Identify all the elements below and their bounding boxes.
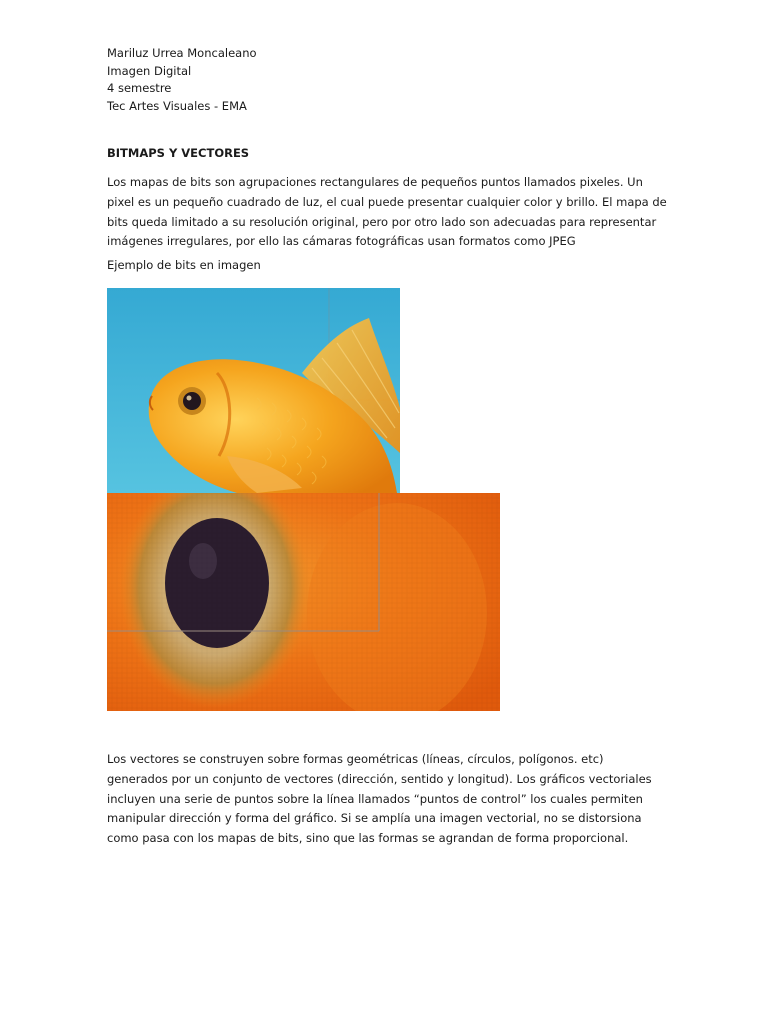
semester: 4 semestre <box>107 81 172 95</box>
goldfish-image <box>107 288 400 493</box>
document-header <box>107 45 257 115</box>
paragraph-vectors: Los vectores se construyen sobre formas geométricas (líneas, círculos, polígonos. etc) generados por un conjunto de vectores (dirección, sentido y longitud). Los gráficos vectoriales incluyen una serie de puntos sobre la línea llamados “puntos de control” los cuales permiten manipular dirección y forma del gráfico. Si se amplía una imagen vectorial, no se distorsiona como pasa con los mapas de bits, sino que las formas se agrandan de forma proporcional. <box>107 752 652 846</box>
paragraph-bitmaps: Los mapas de bits son agrupaciones rectangulares de pequeños puntos llamados pixeles. Un pixel es un pequeño cuadrado de luz, el cual puede presentar cualquier color y brillo. El mapa de bits queda limitado a su resolución original, pero por otro lado son adecuadas para representar imágenes irregulares, por ello las cámaras fotográficas usan formatos como JPEG <box>107 175 667 249</box>
author-name: Mariluz Urrea Moncaleano <box>107 46 257 60</box>
program-name: Tec Artes Visuales - EMA <box>107 98 247 113</box>
image-caption: Ejemplo de bits en imagen <box>107 258 261 272</box>
course-name: Imagen Digital <box>107 63 192 78</box>
zoomed-eye-pixel-image <box>107 493 500 711</box>
section-heading: BITMAPS Y VECTORES <box>107 146 250 160</box>
